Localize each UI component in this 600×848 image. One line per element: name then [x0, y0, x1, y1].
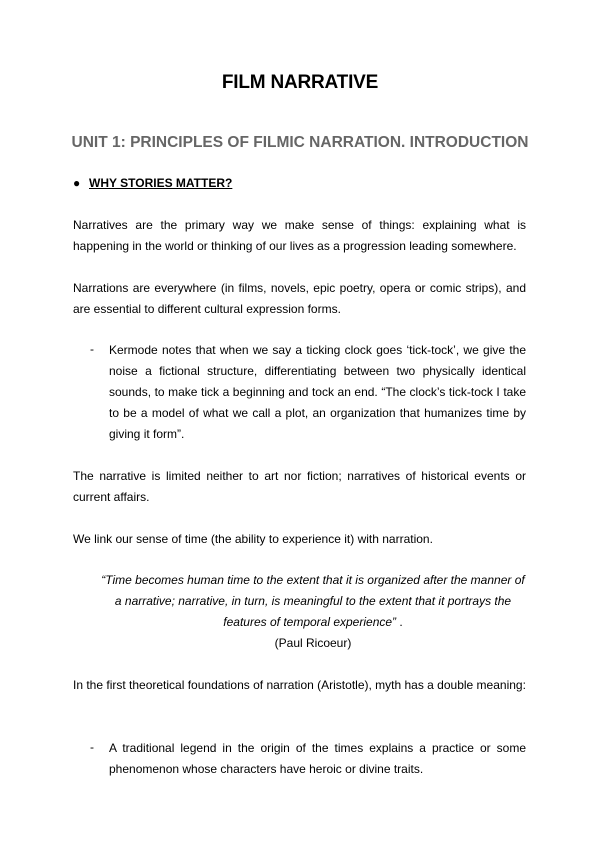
- list-item-legend: A traditional legend in the origin of the times explains a practice or some phenomenon whose characters have heroic or divine traits.: [109, 741, 526, 776]
- bullet-icon: ●: [73, 176, 81, 190]
- quote-text: “Time becomes human time to the extent that it is organized after the manner of a narrative; narrative, in turn, is meaningful to the extent that it portrays the features of temporal experience”: [101, 573, 525, 629]
- list-item-kermode: Kermode notes that when we say a ticking clock goes ‘tick-tock’, we give the noise a fictional structure, differentiating between two physically identical sounds, to make tick a beginning and tock an end. “The clock’s tick-tock I take to be a model of what we call a plot, an organization that humanizes time by giving it form”.: [109, 343, 526, 441]
- section-heading: [73, 176, 233, 190]
- paragraph-narrative-limits: The narrative is limited neither to art nor fiction; narratives of historical events or current affairs.: [73, 469, 526, 504]
- dash-marker: -: [90, 342, 94, 356]
- block-quote: [100, 570, 526, 654]
- quote-source: (Paul Ricoeur): [274, 636, 352, 650]
- unit-heading: UNIT 1: PRINCIPLES OF FILMIC NARRATION. INTRODUCTION: [71, 134, 529, 151]
- paragraph-aristotle: In the first theoretical foundations of narration (Aristotle), myth has a double meaning:: [73, 678, 526, 692]
- quote-end: .: [396, 615, 403, 629]
- section-heading-text: WHY STORIES MATTER?: [89, 176, 233, 190]
- document-title: FILM NARRATIVE: [221, 72, 379, 93]
- paragraph-narratives: Narratives are the primary way we make sense of things: explaining what is happening in the world or thinking of our lives as a progression leading somewhere.: [73, 218, 526, 253]
- paragraph-sense-of-time: We link our sense of time (the ability to experience it) with narration.: [73, 532, 433, 546]
- dash-marker: -: [90, 740, 94, 754]
- paragraph-narrations: Narrations are everywhere (in films, novels, epic poetry, opera or comic strips), and are essential to different cultural expression forms.: [73, 281, 526, 316]
